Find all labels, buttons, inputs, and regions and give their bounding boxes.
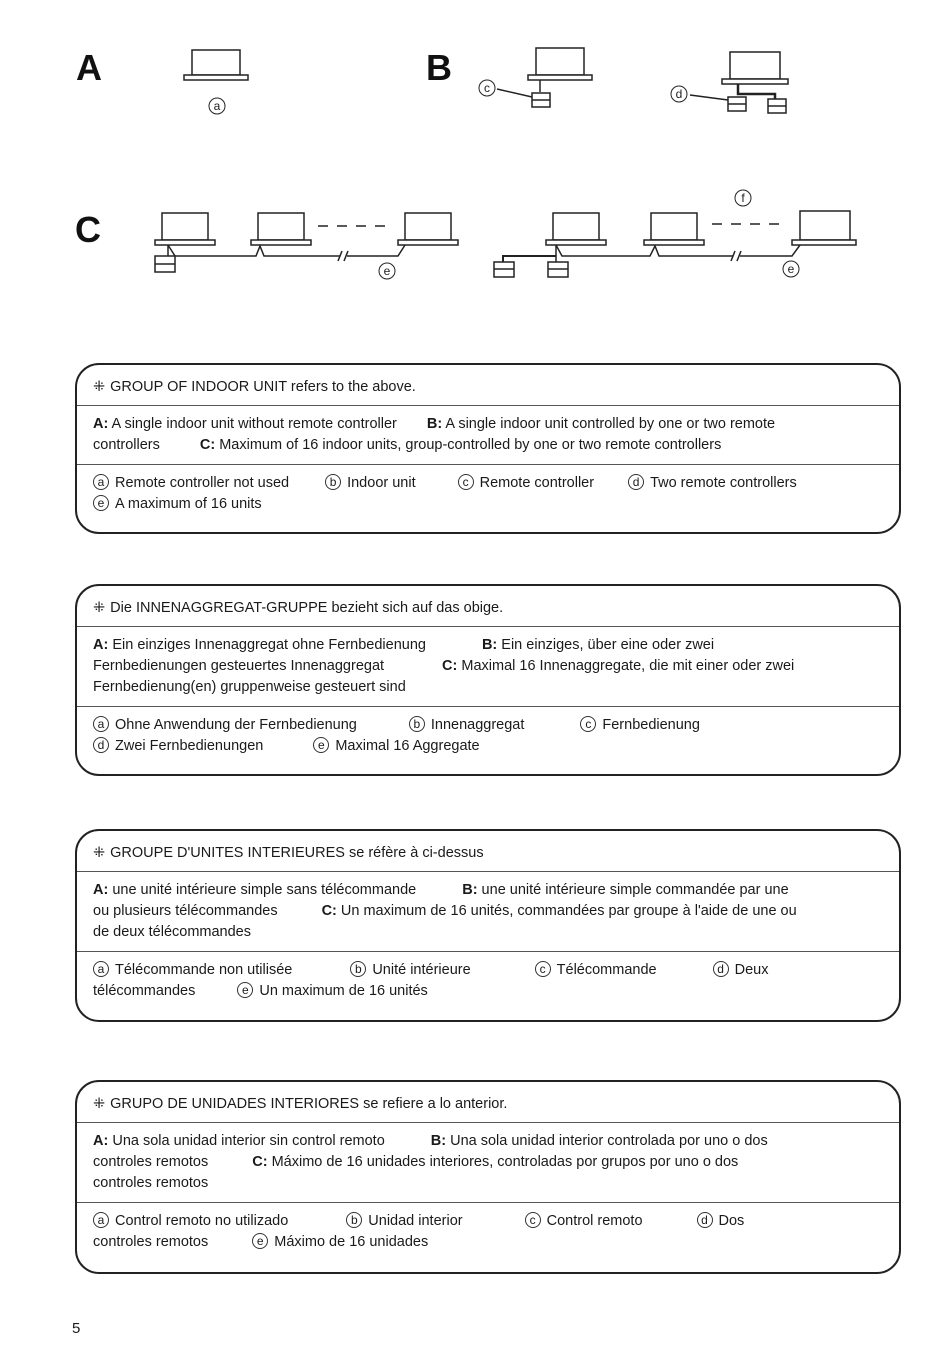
item-text: Máximo de 16 unidades interiores, controladas por grupos por uno o dos <box>267 1154 739 1170</box>
item-text: controles remotos <box>93 1175 209 1191</box>
item-text: Ohne Anwendung der Fernbedienung <box>115 717 357 733</box>
box-definitions <box>77 1123 899 1202</box>
item-text: Unité intérieure <box>372 962 471 978</box>
circled-letter: d <box>93 737 109 753</box>
item-text: Ein einziges, über eine oder zwei <box>497 637 715 653</box>
box-definitions <box>77 406 899 464</box>
diagram-label-a: A <box>76 47 102 88</box>
circled-letter: c <box>535 961 551 977</box>
box-header <box>77 586 899 627</box>
item-key: B: <box>430 1133 447 1149</box>
legend-line <box>93 736 883 757</box>
circled-letter: c <box>458 474 474 490</box>
legend-line <box>93 414 883 435</box>
item-text: Indoor unit <box>347 475 416 491</box>
diagram-b-single-remote <box>497 48 592 107</box>
item-text: télécommandes <box>93 983 196 999</box>
item-text: Control remoto no utilizado <box>115 1213 289 1229</box>
item-text: controles remotos <box>93 1154 209 1170</box>
circled-letter: e <box>252 1233 268 1249</box>
item-text: Un maximum de 16 unités, commandées par groupe à l'aide de une ou <box>336 903 797 919</box>
circled-letter: b <box>409 716 425 732</box>
circled-letter: b <box>346 1212 362 1228</box>
asterism-icon: ⁜ <box>93 600 106 616</box>
legend-line <box>93 715 883 736</box>
callout-e-left: e <box>383 264 391 278</box>
diagram-c-group-two-remotes <box>494 211 856 277</box>
legend-line <box>93 494 883 515</box>
item-key: B: <box>426 416 443 432</box>
diagram-label-c: C <box>75 209 101 250</box>
box-key <box>77 951 899 1010</box>
box-header <box>77 831 899 872</box>
item-text: Innenaggregat <box>430 717 525 733</box>
circled-letter: d <box>697 1212 713 1228</box>
item-key: C: <box>321 903 337 919</box>
legend-line <box>93 960 883 981</box>
item-text: une unité intérieure simple commandée par une <box>477 882 789 898</box>
item-text: Zwei Fernbedienungen <box>115 738 264 754</box>
diagram-a-indoor-unit <box>184 50 248 80</box>
legend-line <box>93 473 883 494</box>
box-key <box>77 706 899 765</box>
circled-letter: c <box>580 716 596 732</box>
callout-d: d <box>675 87 683 101</box>
item-text: Control remoto <box>546 1213 643 1229</box>
box-key <box>77 1202 899 1261</box>
item-text: Télécommande <box>556 962 657 978</box>
item-text: Maximum of 16 indoor units, group-controlled by one or two remote controllers <box>215 437 722 453</box>
legend-line <box>93 1211 883 1232</box>
legend-line <box>93 635 883 656</box>
item-key: B: <box>481 637 498 653</box>
circled-letter: a <box>93 1212 109 1228</box>
item-key: C: <box>442 658 458 674</box>
legend-line <box>93 1131 883 1152</box>
circled-letter: e <box>237 982 253 998</box>
circled-letter: c <box>525 1212 541 1228</box>
item-text: A maximum of 16 units <box>115 496 262 512</box>
item-text: Fernbedienungen gesteuertes Innenaggregat <box>93 658 385 674</box>
item-text: Télécommande non utilisée <box>115 962 293 978</box>
group-diagrams <box>0 0 950 300</box>
box-definitions <box>77 627 899 706</box>
item-key: B: <box>462 882 478 898</box>
box-key <box>77 464 899 523</box>
circled-letter: d <box>713 961 729 977</box>
item-key: C: <box>252 1154 268 1170</box>
item-text: Remote controller <box>479 475 595 491</box>
diagram-label-b: B <box>426 47 452 88</box>
item-text: Fernbedienung <box>602 717 700 733</box>
callout-e-right: e <box>787 262 795 276</box>
item-text: Dos <box>718 1213 745 1229</box>
item-key: A: <box>93 637 109 653</box>
circled-letter: a <box>93 716 109 732</box>
item-text: ou plusieurs télécommandes <box>93 903 278 919</box>
circled-letter: d <box>628 474 644 490</box>
box-header <box>77 365 899 406</box>
item-text: A single indoor unit without remote controller <box>108 416 397 432</box>
legend-line <box>93 677 883 698</box>
item-text: Ein einziges Innenaggregat ohne Fernbedienung <box>108 637 426 653</box>
callout-c: c <box>484 81 490 95</box>
asterism-icon: ⁜ <box>93 845 106 861</box>
box-header <box>77 1082 899 1123</box>
item-key: C: <box>199 437 216 453</box>
item-text: de deux télécommandes <box>93 924 251 940</box>
page-number: 5 <box>72 1320 81 1337</box>
legend-box-german <box>75 584 901 776</box>
item-text: Una sola unidad interior sin control remoto <box>108 1133 385 1149</box>
circled-letter: b <box>350 961 366 977</box>
legend-line <box>93 922 883 943</box>
circled-letter: e <box>313 737 329 753</box>
item-text: controles remotos <box>93 1234 209 1250</box>
circled-letter: a <box>93 474 109 490</box>
item-text: Deux <box>734 962 769 978</box>
legend-line <box>93 1232 883 1253</box>
item-text: Maximal 16 Aggregate <box>335 738 480 754</box>
circled-letter: e <box>93 495 109 511</box>
box-header-text: GRUPO DE UNIDADES INTERIORES se refiere a lo anterior. <box>110 1096 508 1112</box>
circled-letter: a <box>93 961 109 977</box>
asterism-icon: ⁜ <box>93 1096 106 1112</box>
item-text: Remote controller not used <box>115 475 290 491</box>
callout-a: a <box>213 99 221 113</box>
legend-line <box>93 435 883 456</box>
item-key: A: <box>93 416 109 432</box>
item-text: Two remote controllers <box>650 475 797 491</box>
asterism-icon: ⁜ <box>93 379 106 395</box>
callout-f: f <box>741 191 745 205</box>
legend-line <box>93 1152 883 1173</box>
item-text: Máximo de 16 unidades <box>274 1234 429 1250</box>
box-header-text: GROUP OF INDOOR UNIT refers to the above. <box>110 379 416 395</box>
item-text: Maximal 16 Innenaggregate, die mit einer oder zwei <box>457 658 795 674</box>
item-text: Fernbedienung(en) gruppenweise gesteuert sind <box>93 679 406 695</box>
legend-box-spanish <box>75 1080 901 1274</box>
legend-box-french <box>75 829 901 1022</box>
circled-letter: b <box>325 474 341 490</box>
legend-line <box>93 656 883 677</box>
item-text: A single indoor unit controlled by one or two remote <box>442 416 776 432</box>
box-header-text: GROUPE D'UNITES INTERIEURES se réfère à ci-dessus <box>110 845 484 861</box>
item-key: A: <box>93 1133 109 1149</box>
item-text: une unité intérieure simple sans télécommande <box>108 882 417 898</box>
diagram-c-group-one-remote <box>155 213 458 272</box>
box-header-text: Die INNENAGGREGAT-GRUPPE bezieht sich auf das obige. <box>110 600 504 616</box>
box-definitions <box>77 872 899 951</box>
item-text: Un maximum de 16 unités <box>259 983 428 999</box>
legend-box-english <box>75 363 901 534</box>
legend-line <box>93 880 883 901</box>
diagram-b-two-remotes <box>690 52 788 113</box>
item-key: A: <box>93 882 109 898</box>
item-text: Unidad interior <box>368 1213 463 1229</box>
legend-line <box>93 901 883 922</box>
item-text: Una sola unidad interior controlada por uno o dos <box>446 1133 768 1149</box>
legend-line <box>93 1173 883 1194</box>
item-text: controllers <box>93 437 160 453</box>
legend-line <box>93 981 883 1002</box>
